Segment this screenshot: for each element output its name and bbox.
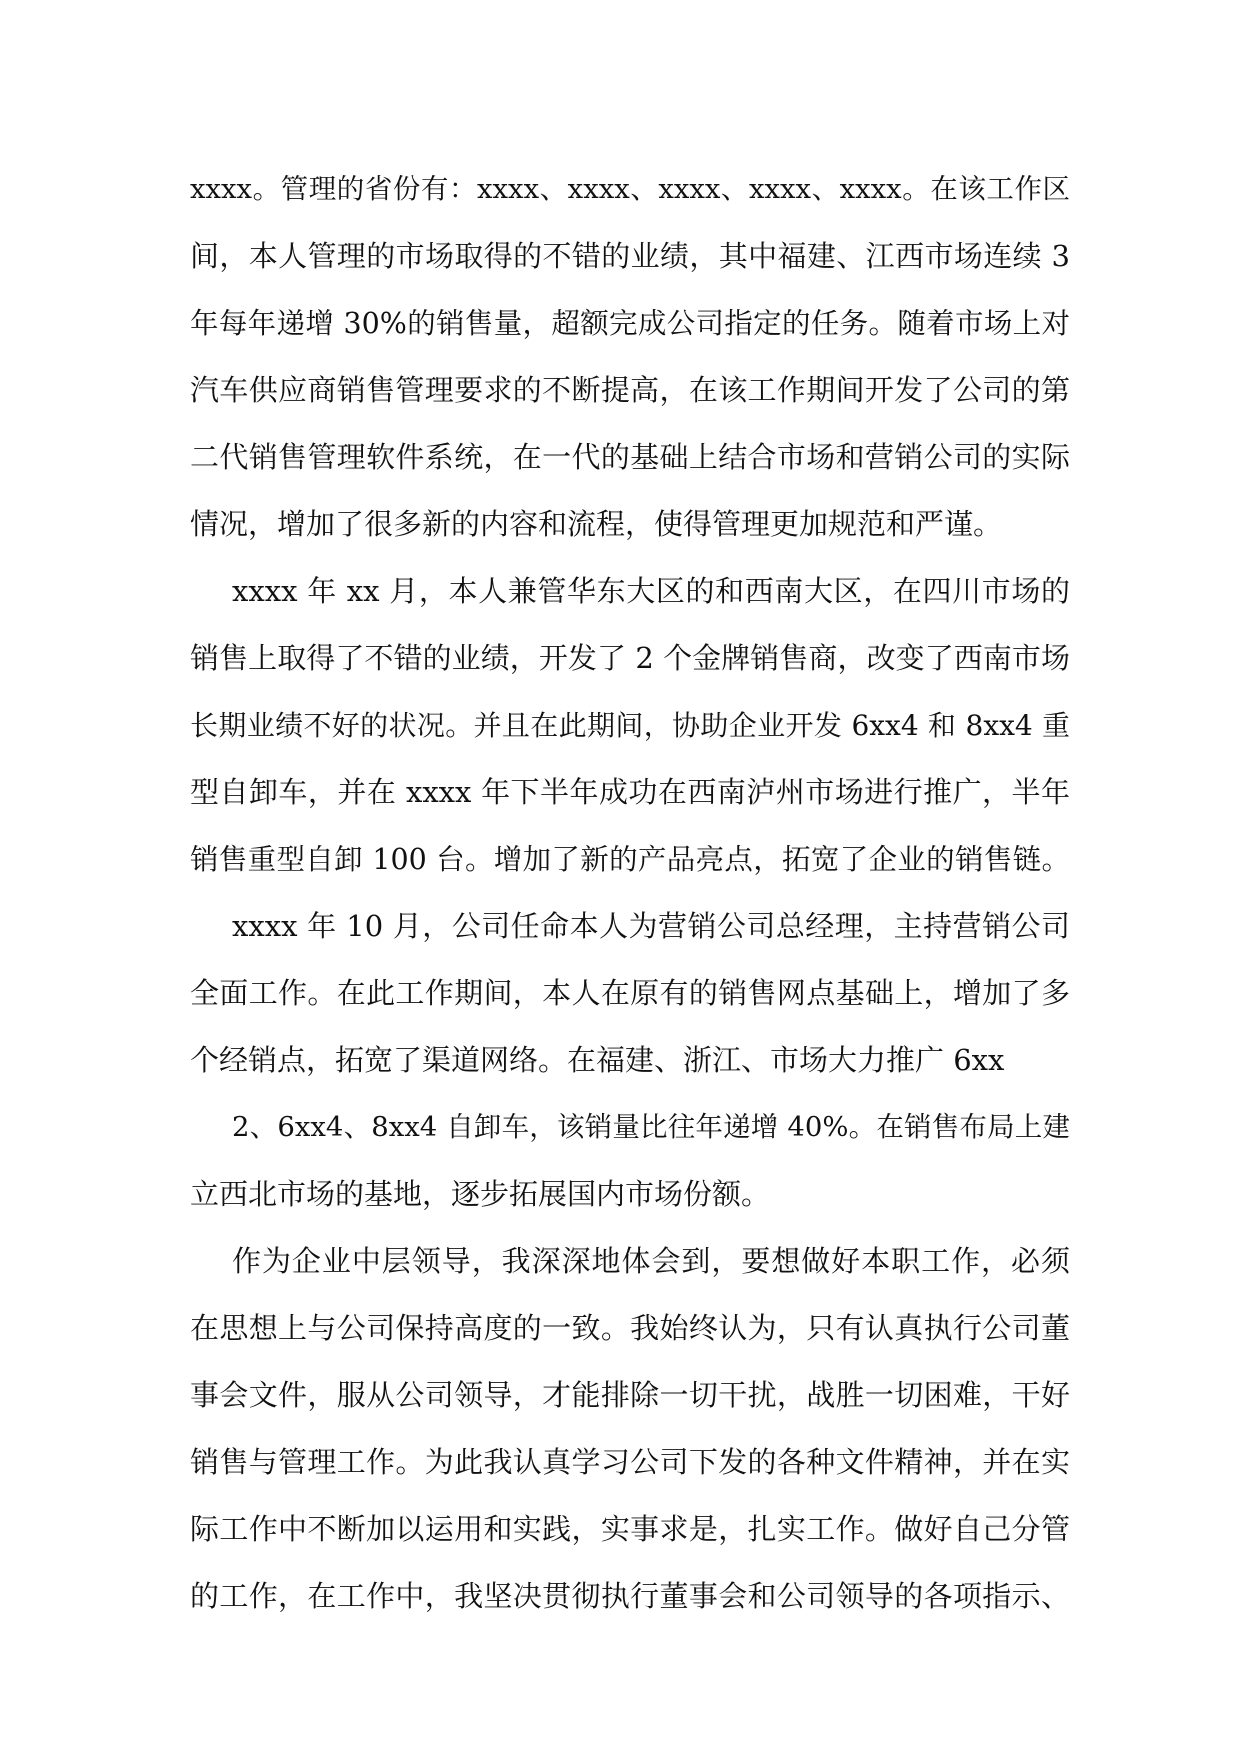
text-line: 二代销售管理软件系统，在一代的基础上结合市场和营销公司的实际 xyxy=(190,440,1070,474)
document-body xyxy=(190,156,1070,1630)
text-line: 汽车供应商销售管理要求的不断提高，在该工作期间开发了公司的第 xyxy=(190,373,1070,407)
text-line: 全面工作。在此工作期间，本人在原有的销售网点基础上，增加了多 xyxy=(190,976,1070,1010)
text-line: xxxx 年 xx 月，本人兼管华东大区的和西南大区，在四川市场的 xyxy=(232,574,1070,608)
text-line: 情况，增加了很多新的内容和流程，使得管理更加规范和严谨。 xyxy=(190,507,1003,541)
text-line: 销售重型自卸 100 台。增加了新的产品亮点，拓宽了企业的销售链。 xyxy=(190,843,1070,876)
text-line: xxxx。管理的省份有：xxxx、xxxx、xxxx、xxxx、xxxx。在该工作区 xyxy=(190,173,1070,205)
text-line: 型自卸车，并在 xxxx 年下半年成功在西南泸州市场进行推广，半年 xyxy=(190,775,1070,809)
text-line: 间，本人管理的市场取得的不错的业绩，其中福建、江西市场连续 3 xyxy=(190,239,1070,273)
text-line: 立西北市场的基地，逐步拓展国内市场份额。 xyxy=(190,1177,771,1211)
text-line: 个经销点，拓宽了渠道网络。在福建、浙江、市场大力推广 6xx xyxy=(190,1043,1005,1077)
text-line: 销售与管理工作。为此我认真学习公司下发的各种文件精神，并在实 xyxy=(190,1445,1070,1479)
text-line: xxxx 年 10 月，公司任命本人为营销公司总经理，主持营销公司 xyxy=(232,909,1070,943)
text-line: 销售上取得了不错的业绩，开发了 2 个金牌销售商，改变了西南市场 xyxy=(190,641,1070,675)
text-line: 事会文件，服从公司领导，才能排除一切干扰，战胜一切困难，干好 xyxy=(190,1378,1070,1412)
text-line: 际工作中不断加以运用和实践，实事求是，扎实工作。做好自己分管 xyxy=(190,1512,1070,1546)
text-line: 长期业绩不好的状况。并且在此期间，协助企业开发 6xx4 和 8xx4 重 xyxy=(190,709,1070,742)
text-line: 的工作，在工作中，我坚决贯彻执行董事会和公司领导的各项指示、 xyxy=(190,1579,1070,1613)
text-line: 2、6xx4、8xx4 自卸车，该销量比往年递增 40%。在销售布局上建 xyxy=(232,1111,1070,1143)
text-line: 在思想上与公司保持高度的一致。我始终认为，只有认真执行公司董 xyxy=(190,1311,1070,1345)
text-line: 年每年递增 30%的销售量，超额完成公司指定的任务。随着市场上对 xyxy=(190,307,1070,340)
text-line: 作为企业中层领导，我深深地体会到，要想做好本职工作，必须 xyxy=(232,1244,1070,1278)
